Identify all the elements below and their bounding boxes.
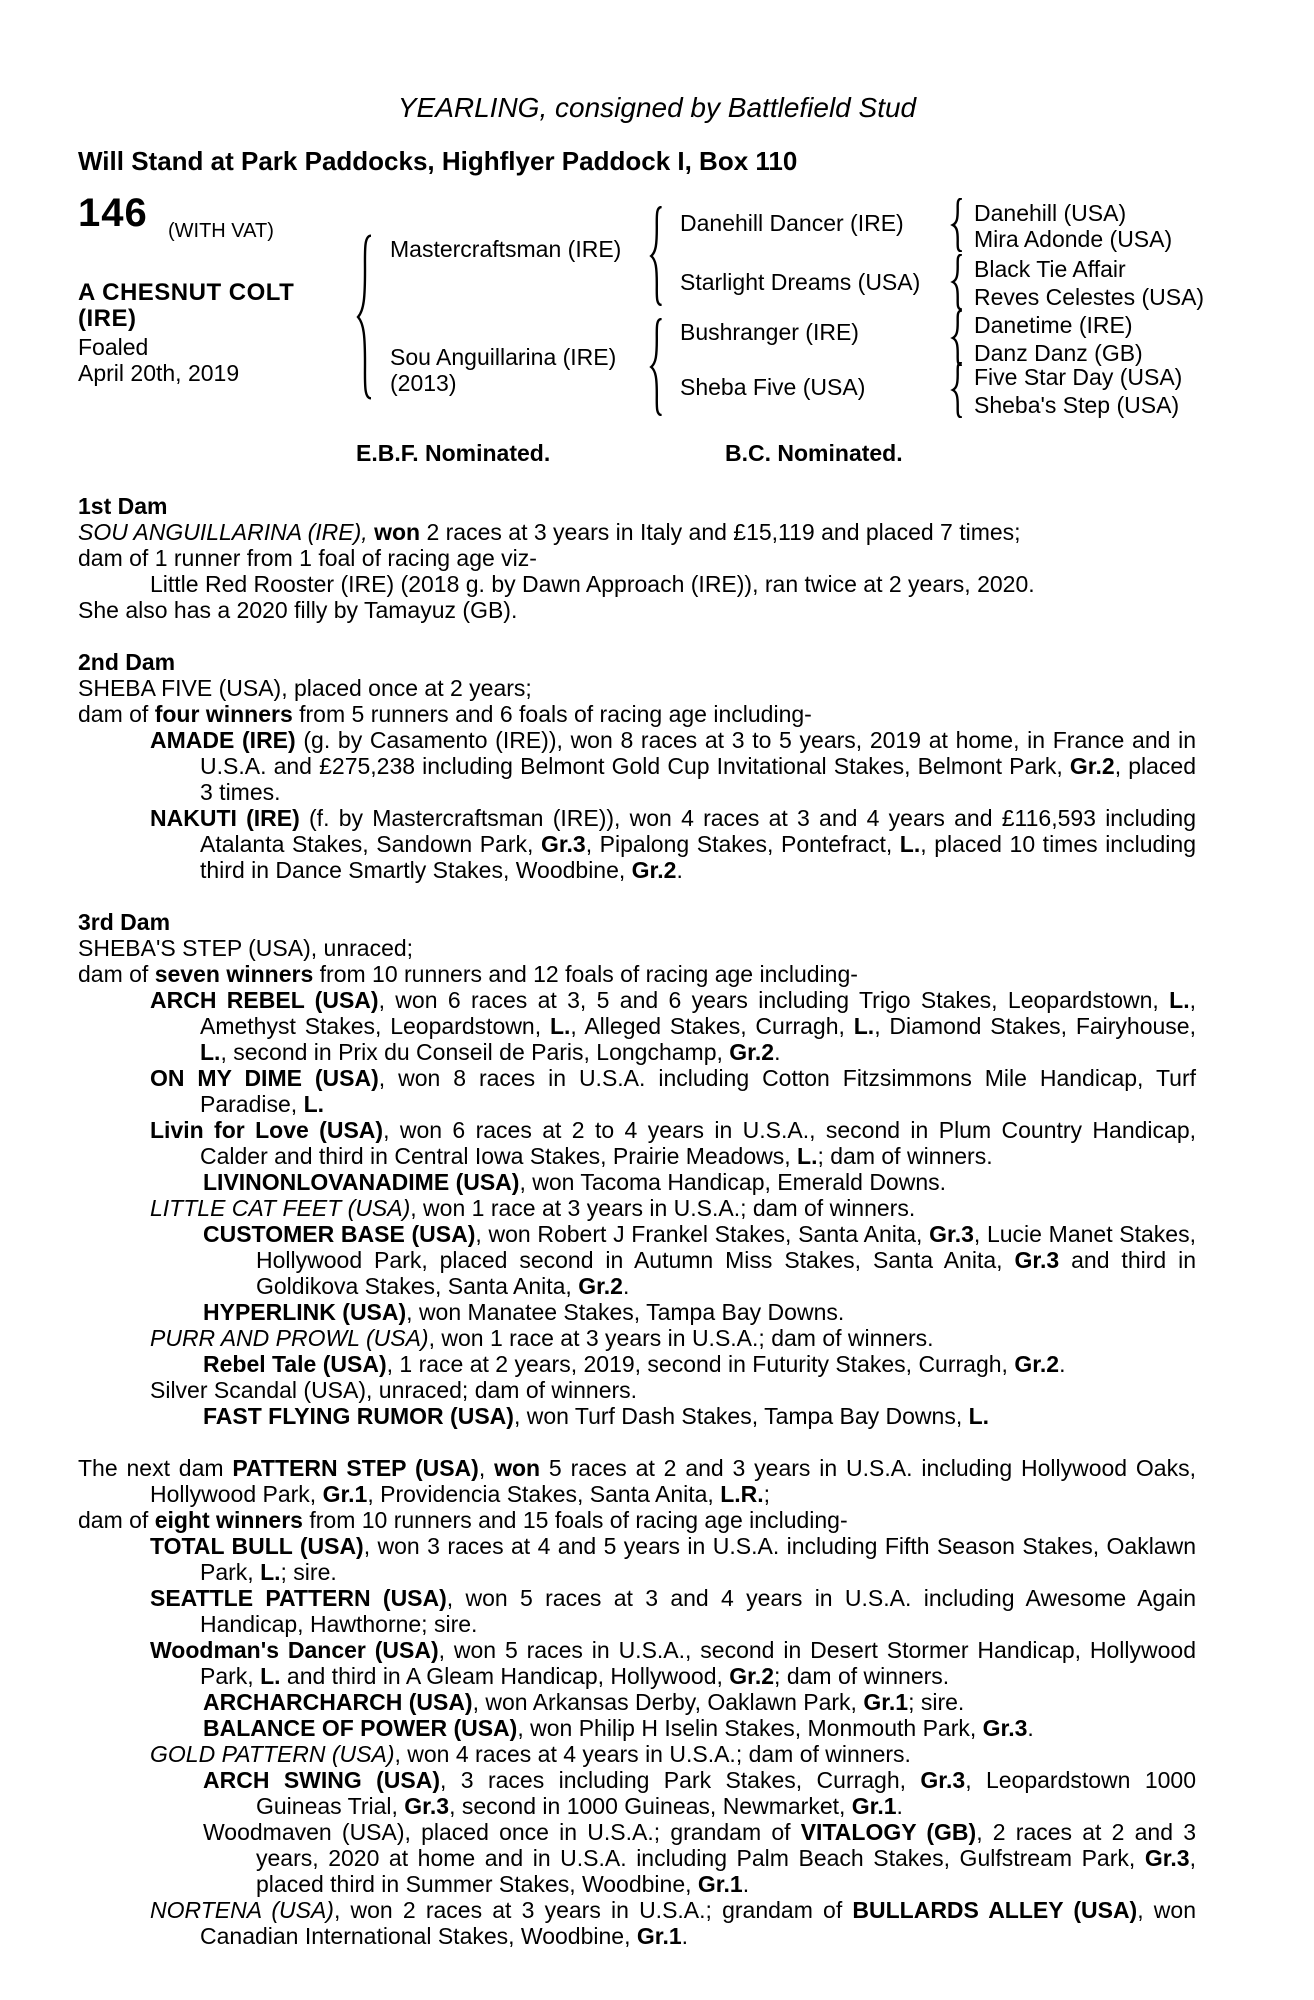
emphasized-text: NAKUTI (IRE) [150,805,300,831]
produce-paragraph [78,597,1196,623]
produce-section [78,649,1196,883]
produce-section [78,493,1196,623]
body-text: , 1 race at 2 years, 2019, second in Futurity Stakes, Curragh, [386,1351,1015,1377]
emphasized-text: Gr.3 [404,1793,450,1819]
body-text: , won 1 race at 3 years in U.S.A.; dam of winners. [410,1195,916,1221]
produce-paragraph [78,1403,1196,1429]
great-grandparent-name: Reves Celestes (USA) [974,284,1205,310]
emphasized-text: L. [260,1663,281,1689]
produce-paragraph [78,1897,1196,1949]
italic-horse-name: PURR AND PROWL (USA) [150,1325,429,1351]
emphasized-text: Gr.2 [1014,1351,1060,1377]
body-text: , Alleged Stakes, Curragh, [570,1013,854,1039]
dam-year: (2013) [390,370,457,396]
emphasized-text: Gr.2 [729,1663,775,1689]
produce-paragraph [78,1065,1196,1117]
body-text: ; dam of winners. [774,1663,950,1689]
body-text: , won Philip H Iselin Stakes, Monmouth Park, [517,1715,983,1741]
great-grandparent-name: Sheba's Step (USA) [974,392,1180,418]
body-text: . [1027,1715,1034,1741]
emphasized-text: L. [260,1559,281,1585]
pedigree-brace-icon [648,318,664,416]
emphasized-text: L. [200,1039,221,1065]
emphasized-text: four winners [154,701,293,727]
body-text: dam of 1 runner from 1 foal of racing age viz- [78,545,537,571]
emphasized-text: Gr.3 [1144,1845,1190,1871]
dam-name: Sou Anguillarina (IRE) [390,344,617,370]
italic-horse-name: NORTENA (USA) [150,1897,334,1923]
body-text: , won Robert J Frankel Stakes, Santa Anita, [475,1221,930,1247]
body-text: , second in Prix du Conseil de Paris, Longchamp, [220,1039,730,1065]
pedigree-brace-icon [354,234,374,400]
sire-name: Mastercraftsman (IRE) [390,236,622,262]
emphasized-text: ARCHARCHARCH (USA) [203,1689,473,1715]
body-text: . [1059,1351,1066,1377]
foaled-date: April 20th, 2019 [78,360,240,386]
produce-paragraph [78,1585,1196,1637]
body-text: , won Turf Dash Stakes, Tampa Bay Downs, [513,1403,969,1429]
produce-paragraph [78,571,1196,597]
body-text: , placed third in Summer Stakes, Woodbine, [256,1845,1196,1897]
emphasized-text: CUSTOMER BASE (USA) [203,1221,476,1247]
emphasized-text: TOTAL BULL (USA) [150,1533,364,1559]
nominations-row [78,440,1314,466]
emphasized-text: Gr.3 [920,1767,966,1793]
body-text: , won 2 races at 3 years in U.S.A.; grandam of [333,1897,853,1923]
body-text: , Providencia Stakes, Santa Anita, [367,1481,721,1507]
produce-paragraph [78,1715,1196,1741]
section-heading: 2nd Dam [78,649,176,675]
produce-paragraph [78,1741,1196,1767]
horse-description: A CHESNUT COLT [78,279,295,306]
produce-paragraph [78,1767,1196,1819]
body-text: , 2 races at 2 and 3 years, 2020 at home and in U.S.A. including Palm Beach Stakes, Gulfstream Park, [256,1819,1196,1871]
body-text: dam of [78,1507,155,1533]
body-text: ; sire. [280,1559,337,1585]
emphasized-text: won [494,1455,541,1481]
body-text: , won 5 races in U.S.A., second in Desert Stormer Handicap, Hollywood Park, [200,1637,1196,1689]
emphasized-text: HYPERLINK (USA) [203,1299,407,1325]
emphasized-text: Rebel Tale (USA) [203,1351,387,1377]
emphasized-text: eight winners [154,1507,303,1533]
italic-horse-name: GOLD PATTERN (USA) [150,1741,395,1767]
vat-note: (WITH VAT) [168,220,274,242]
body-text: The next dam [78,1455,233,1481]
body-text: . [681,1923,689,1949]
emphasized-text: Woodman's Dancer (USA) [150,1637,439,1663]
body-text: and third in Goldikova Stakes, Santa Anita, [256,1247,1196,1299]
emphasized-text: Gr.1 [636,1923,682,1949]
emphasized-text: ARCH SWING (USA) [203,1767,441,1793]
body-text: , second in 1000 Guineas, Newmarket, [449,1793,852,1819]
produce-paragraph [78,1819,1196,1897]
body-text: , won 1 race at 3 years in U.S.A.; dam of winners. [428,1325,934,1351]
body-text: , [478,1455,495,1481]
body-text: , won 5 races at 3 and 4 years in U.S.A. including Awesome Again Handicap, Hawthorne; sire. [200,1585,1196,1637]
granddam-name: Sheba Five (USA) [680,374,866,400]
produce-section [78,1455,1196,1949]
produce-section [78,909,1196,1429]
produce-paragraph [78,1533,1196,1585]
produce-paragraph [78,961,1196,987]
emphasized-text: Gr.1 [851,1793,897,1819]
emphasized-text: Gr.2 [631,857,677,883]
italic-horse-name: LITTLE CAT FEET (USA) [150,1195,411,1221]
body-text: , won Tacoma Handicap, Emerald Downs. [519,1169,947,1195]
body-text: , won 8 races in U.S.A. including Cotton Fitzsimmons Mile Handicap, Turf Paradise, [200,1065,1196,1117]
body-text: . [896,1793,903,1819]
emphasized-text: L. [797,1143,818,1169]
body-text: , won Canadian International Stakes, Woodbine, [200,1897,1196,1949]
produce-paragraph [78,1169,1196,1195]
emphasized-text: Gr.1 [322,1481,368,1507]
emphasized-text: won [374,519,421,545]
emphasized-text: L. [968,1403,990,1429]
produce-paragraph [78,1195,1196,1221]
produce-paragraph [78,727,1196,805]
body-text: , won 3 races at 4 and 5 years in U.S.A. including Fifth Season Stakes, Oaklawn Park, [200,1533,1196,1585]
produce-paragraph [78,1377,1196,1403]
body-text: , won 6 races at 3, 5 and 6 years including Trigo Stakes, Leopardstown, [378,987,1170,1013]
emphasized-text: L. [853,1013,875,1039]
great-grandparent-name: Black Tie Affair [974,256,1126,282]
produce-paragraph [78,935,1196,961]
emphasized-text: Gr.1 [863,1689,909,1715]
lot-number: 146 [78,191,148,235]
produce-paragraph [78,701,1196,727]
produce-paragraph [78,1325,1196,1351]
great-grandparent-name: Danetime (IRE) [974,312,1133,338]
great-grandparent-name: Danehill (USA) [974,200,1127,226]
foaled-label: Foaled [78,334,149,360]
emphasized-text: Gr.2 [578,1273,623,1299]
body-text: Silver Scandal (USA), unraced; dam of winners. [150,1377,638,1403]
emphasized-text: Gr.2 [1069,753,1115,779]
italic-horse-name: SOU ANGUILLARINA (IRE), [78,519,368,545]
emphasized-text: ON MY DIME (USA) [150,1065,379,1091]
emphasized-text: L. [899,831,921,857]
produce-paragraph [78,987,1196,1065]
page-title: YEARLING, consigned by Battlefield Stud [397,92,917,123]
emphasized-text: FAST FLYING RUMOR (USA) [203,1403,514,1429]
ebf-nomination: E.B.F. Nominated. [356,440,551,466]
produce-paragraph [78,1637,1196,1689]
emphasized-text: Gr.3 [982,1715,1028,1741]
produce-record [78,493,1196,1949]
stand-location: Will Stand at Park Paddocks, Highflyer Paddock I, Box 110 [78,146,798,176]
emphasized-text: seven winners [154,961,314,987]
great-grandparent-name: Danz Danz (GB) [974,340,1143,366]
emphasized-text: L. [549,1013,571,1039]
body-text: , Diamond Stakes, Fairyhouse, [874,1013,1196,1039]
body-text: . [742,1871,750,1897]
emphasized-text: SEATTLE PATTERN (USA) [150,1585,447,1611]
emphasized-text: Gr.2 [729,1039,775,1065]
emphasized-text: L.R. [720,1481,764,1507]
body-text: dam of [78,701,155,727]
body-text: , Amethyst Stakes, Leopardstown, [200,987,1196,1039]
body-text: , placed 10 times including third in Dance Smartly Stakes, Woodbine, [200,831,1196,883]
emphasized-text: PATTERN STEP (USA) [232,1455,479,1481]
grandsire-name: Danehill Dancer (IRE) [680,210,904,236]
pedigree-brace-icon [950,198,964,252]
produce-paragraph [78,1117,1196,1169]
pedigree-brace-icon [950,254,964,310]
produce-paragraph [78,519,1196,545]
emphasized-text: Livin for Love (USA) [150,1117,384,1143]
body-text: dam of [78,961,155,987]
body-text: , Lucie Manet Stakes, Hollywood Park, placed second in Autumn Miss Stakes, Santa Anita, [256,1221,1196,1273]
body-text: from 10 runners and 12 foals of racing age including- [313,961,858,987]
produce-paragraph [78,1507,1196,1533]
horse-country-suffix: (IRE) [78,305,137,332]
body-text: 5 races at 2 and 3 years in U.S.A. including Hollywood Oaks, Hollywood Park, [150,1455,1196,1507]
body-text: . [774,1039,781,1065]
emphasized-text: Gr.3 [540,831,586,857]
granddam-name: Starlight Dreams (USA) [680,269,921,295]
body-text: , Leopardstown 1000 Guineas Trial, [256,1767,1197,1819]
great-grandparent-name: Mira Adonde (USA) [974,226,1173,252]
body-text: SHEBA FIVE (USA), placed once at 2 years; [78,675,532,701]
produce-paragraph [78,675,1196,701]
pedigree-brace-icon [950,362,964,418]
emphasized-text: Gr.3 [1014,1247,1060,1273]
emphasized-text: AMADE (IRE) [150,727,296,753]
pedigree-brace-icon [648,206,664,306]
body-text: , 3 races including Park Stakes, Curragh, [440,1767,921,1793]
body-text: . [676,857,683,883]
grandsire-name: Bushranger (IRE) [680,319,859,345]
body-text: (f. by Mastercraftsman (IRE)), won 4 races at 3 and 4 years and £116,593 including Atalanta Stakes, Sandown Park, [200,805,1196,857]
body-text: 2 races at 3 years in Italy and £15,119 and placed 7 times; [420,519,1021,545]
body-text: She also has a 2020 filly by Tamayuz (GB). [78,597,518,623]
produce-paragraph [78,1299,1196,1325]
produce-paragraph [78,1351,1196,1377]
bc-nomination: B.C. Nominated. [725,440,903,466]
great-grandparent-name: Five Star Day (USA) [974,364,1183,390]
emphasized-text: BALANCE OF POWER (USA) [203,1715,518,1741]
section-heading: 1st Dam [78,493,168,519]
body-text: , Pipalong Stakes, Pontefract, [585,831,900,857]
emphasized-text: Gr.1 [697,1871,743,1897]
emphasized-text: Gr.3 [929,1221,974,1247]
body-text: (g. by Casamento (IRE)), won 8 races at 3 to 5 years, 2019 at home, in France and in U.S.A. and £275,238 including Belmont Gold Cup Invitational Stakes, Belmont Park, [200,727,1196,779]
body-text: , won Arkansas Derby, Oaklawn Park, [472,1689,864,1715]
body-text: ; sire. [908,1689,965,1715]
emphasized-text: ARCH REBEL (USA) [150,987,379,1013]
body-text: , won 4 races at 4 years in U.S.A.; dam of winners. [394,1741,911,1767]
body-text: SHEBA'S STEP (USA), unraced; [78,935,414,961]
body-text: Little Red Rooster (IRE) (2018 g. by Dawn Approach (IRE)), ran twice at 2 years, 2020. [150,571,1035,597]
body-text: , won 6 races at 2 to 4 years in U.S.A., second in Plum Country Handicap, Calder and third in Central Iowa Stakes, Prairie Meadows, [200,1117,1197,1169]
body-text: , placed 3 times. [200,753,1196,805]
body-text: from 10 runners and 15 foals of racing age including- [302,1507,848,1533]
emphasized-text: L. [303,1091,325,1117]
emphasized-text: LIVINONLOVANADIME (USA) [203,1169,520,1195]
pedigree-table [78,191,1314,428]
produce-paragraph [78,1221,1196,1299]
produce-paragraph [78,1455,1196,1507]
section-heading: 3rd Dam [78,909,171,935]
emphasized-text: BULLARDS ALLEY (USA) [852,1897,1138,1923]
body-text: . [622,1273,630,1299]
produce-paragraph [78,805,1196,883]
body-text: from 5 runners and 6 foals of racing age including- [292,701,812,727]
body-text: ; [763,1481,771,1507]
emphasized-text: L. [1169,987,1190,1013]
body-text: and third in A Gleam Handicap, Hollywood, [280,1663,730,1689]
produce-paragraph [78,545,1196,571]
pedigree-brace-icon [950,310,964,366]
body-text: ; dam of winners. [817,1143,993,1169]
emphasized-text: VITALOGY (GB) [800,1819,977,1845]
body-text: Woodmaven (USA), placed once in U.S.A.; grandam of [203,1819,801,1845]
body-text: , won Manatee Stakes, Tampa Bay Downs. [406,1299,845,1325]
produce-paragraph [78,1689,1196,1715]
